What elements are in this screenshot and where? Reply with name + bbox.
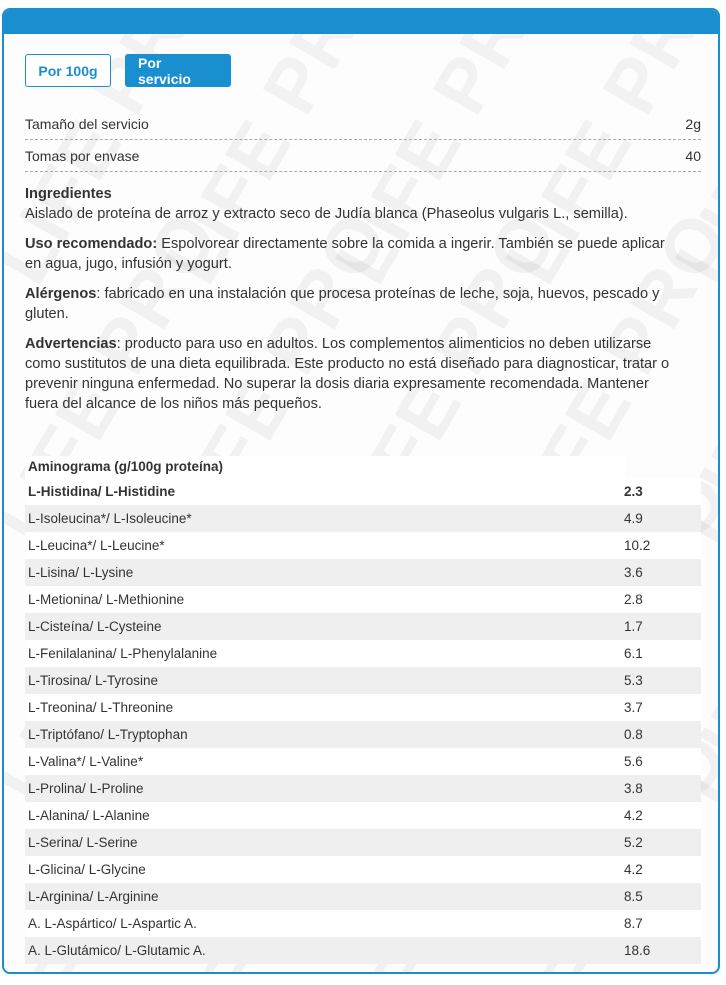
table-row: [25, 910, 701, 937]
table-row: [25, 775, 701, 802]
amino-acid-value: 1.7: [621, 613, 701, 640]
aminogram-title: Aminograma (g/100g proteína): [25, 456, 626, 478]
warnings-paragraph: [25, 334, 685, 414]
table-row: [25, 856, 701, 883]
amino-acid-name: L-Treonina/ L-Threonine: [25, 694, 621, 721]
serving-size-row: [25, 108, 701, 140]
amino-acid-value: 8.5: [621, 883, 701, 910]
amino-acid-name: L-Cisteína/ L-Cysteine: [25, 613, 621, 640]
table-row: [25, 532, 701, 559]
amino-acid-value: 5.6: [621, 748, 701, 775]
table-row: [25, 478, 701, 505]
amino-acid-value: 3.6: [621, 559, 701, 586]
usage-label: Uso recomendado:: [25, 236, 158, 252]
ingredients-text: Aislado de proteína de arroz y extracto seco de Judía blanca (Phaseolus vulgaris L., semilla).: [25, 206, 628, 222]
table-row: [25, 505, 701, 532]
amino-acid-name: L-Triptófano/ L-Tryptophan: [25, 721, 621, 748]
amino-acid-value: 5.2: [621, 829, 701, 856]
table-row: [25, 559, 701, 586]
serving-info: [25, 108, 701, 172]
table-row: [25, 694, 701, 721]
amino-acid-name: A. L-Glutámico/ L-Glutamic A.: [25, 937, 621, 964]
amino-acid-name: L-Valina*/ L-Valine*: [25, 748, 621, 775]
amino-acid-name: L-Prolina/ L-Proline: [25, 775, 621, 802]
warnings-label: Advertencias: [25, 336, 117, 352]
usage-paragraph: [25, 234, 685, 274]
amino-acid-value: 2.8: [621, 586, 701, 613]
amino-acid-value: 10.2: [621, 532, 701, 559]
serving-size-label: Tamaño del servicio: [25, 115, 149, 132]
amino-acid-value: 6.1: [621, 640, 701, 667]
aminogram-table: [25, 478, 701, 964]
table-row: [25, 937, 701, 964]
amino-acid-value: 4.2: [621, 802, 701, 829]
amino-acid-value: 8.7: [621, 910, 701, 937]
amino-acid-value: 18.6: [621, 937, 701, 964]
table-row: [25, 748, 701, 775]
table-row: [25, 640, 701, 667]
amino-acid-name: L-Metionina/ L-Methionine: [25, 586, 621, 613]
table-row: [25, 667, 701, 694]
amino-acid-name: L-Leucina*/ L-Leucine*: [25, 532, 621, 559]
aminogram-section: [25, 456, 701, 964]
amino-acid-value: 5.3: [621, 667, 701, 694]
table-row: [25, 829, 701, 856]
amino-acid-value: 4.9: [621, 505, 701, 532]
amino-acid-value: 3.7: [621, 694, 701, 721]
amino-acid-name: L-Glicina/ L-Glycine: [25, 856, 621, 883]
tab-per-serving[interactable]: Por servicio: [125, 54, 231, 87]
table-row: [25, 721, 701, 748]
amino-acid-name: L-Tirosina/ L-Tyrosine: [25, 667, 621, 694]
servings-per-container-label: Tomas por envase: [25, 147, 140, 164]
table-row: [25, 883, 701, 910]
product-info: [25, 184, 685, 424]
servings-per-container-row: [25, 140, 701, 172]
nutrition-card: [2, 8, 720, 974]
amino-acid-name: L-Alanina/ L-Alanine: [25, 802, 621, 829]
warnings-text: : producto para uso en adultos. Los complementos alimenticios no deben utilizarse como sustitutos de una dieta equilibrada. Este producto no está diseñado para diagnosticar, tratar o prevenir ninguna enfermedad. No superar la dosis diaria expresamente recomendada. Mantener fuera del alcance de los niños más pequeños.: [25, 336, 670, 412]
amino-acid-name: L-Fenilalanina/ L-Phenylalanine: [25, 640, 621, 667]
usage-text: Espolvorear directamente sobre la comida a ingerir. También se puede aplicar en agua, jugo, infusión y yogurt.: [25, 236, 665, 272]
unit-tabs: [25, 54, 231, 87]
amino-acid-name: A. L-Aspártico/ L-Aspartic A.: [25, 910, 621, 937]
amino-acid-value: 4.2: [621, 856, 701, 883]
ingredients-title: Ingredientes: [25, 186, 112, 202]
amino-acid-value: 3.8: [621, 775, 701, 802]
allergens-paragraph: [25, 284, 685, 324]
amino-acid-value: 0.8: [621, 721, 701, 748]
table-row: [25, 613, 701, 640]
table-row: [25, 586, 701, 613]
serving-size-value: 2g: [685, 115, 701, 132]
amino-acid-name: L-Arginina/ L-Arginine: [25, 883, 621, 910]
amino-acid-name: L-Serina/ L-Serine: [25, 829, 621, 856]
allergens-label: Alérgenos: [25, 286, 97, 302]
amino-acid-name: L-Histidina/ L-Histidine: [25, 478, 621, 505]
tab-per-100g[interactable]: Por 100g: [25, 54, 111, 87]
servings-per-container-value: 40: [685, 147, 701, 164]
amino-acid-value: 2.3: [621, 478, 701, 505]
amino-acid-name: L-Lisina/ L-Lysine: [25, 559, 621, 586]
table-row: [25, 802, 701, 829]
card-header-bar: [4, 10, 718, 34]
allergens-text: : fabricado en una instalación que procesa proteínas de leche, soja, huevos, pescado y gluten.: [25, 286, 660, 322]
amino-acid-name: L-Isoleucina*/ L-Isoleucine*: [25, 505, 621, 532]
